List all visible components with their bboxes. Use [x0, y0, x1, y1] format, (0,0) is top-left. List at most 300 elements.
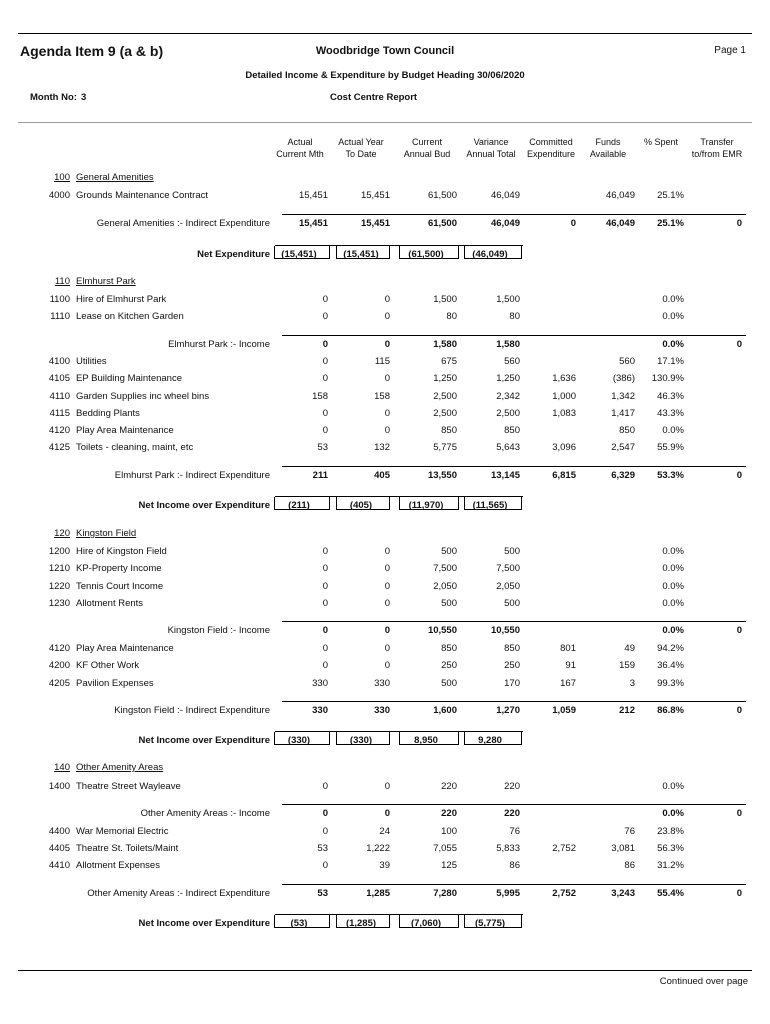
budget-description: Allotment Expenses — [76, 860, 160, 871]
cell-value: 0 — [322, 408, 328, 419]
subtotal-value: 1,270 — [496, 705, 520, 716]
subtotal-row — [0, 217, 770, 231]
cell-value: 55.9% — [657, 442, 684, 453]
budget-description: Hire of Kingston Field — [76, 546, 167, 557]
cost-centre-name: Other Amenity Areas — [76, 762, 164, 773]
budget-description: Grounds Maintenance Contract — [76, 190, 209, 201]
column-header-line1: Variance — [473, 137, 509, 147]
column-header-line2: Expenditure — [526, 149, 576, 159]
cell-value: 56.3% — [657, 843, 684, 854]
subtotal-value: 13,550 — [427, 470, 457, 481]
cell-value: 76 — [509, 826, 520, 837]
cell-value: 1,342 — [611, 391, 635, 402]
cell-value: 132 — [374, 442, 390, 453]
table-row — [0, 580, 770, 594]
subtotal-value: 220 — [504, 808, 520, 819]
cell-value: 0.0% — [662, 781, 684, 792]
cell-value: 0 — [384, 373, 390, 384]
cell-value: 0 — [384, 408, 390, 419]
cell-value: 850 — [504, 425, 520, 436]
cell-value: 0 — [384, 598, 390, 609]
subtotal-value: 0 — [384, 808, 390, 819]
table-row — [0, 642, 770, 656]
subtotal-row — [0, 338, 770, 352]
cell-value: 0 — [384, 581, 390, 592]
subtotal-value: 0 — [736, 705, 742, 716]
cell-value: 3,081 — [611, 843, 635, 854]
cell-value: 94.2% — [657, 643, 684, 654]
budget-description: Toilets - cleaning, maint, etc — [76, 442, 194, 453]
cell-value: 43.3% — [657, 408, 684, 419]
subtotal-value: 220 — [441, 808, 457, 819]
budget-description: Garden Supplies inc wheel bins — [76, 391, 210, 402]
cell-value: 1,250 — [433, 373, 457, 384]
net-value: (5,775) — [474, 918, 506, 929]
cell-value: 76 — [624, 826, 635, 837]
continued-note: Continued over page — [659, 976, 748, 987]
subtotal-value: 1,285 — [366, 888, 390, 899]
table-row — [0, 859, 770, 873]
budget-description: KP-Property Income — [76, 563, 162, 574]
subtotal-value: 0 — [384, 625, 390, 636]
cell-value: 7,500 — [496, 563, 520, 574]
cell-value: 1,222 — [366, 843, 390, 854]
cell-value: 3 — [629, 678, 635, 689]
subtotal-rule — [282, 466, 746, 467]
cell-value: 91 — [565, 660, 576, 671]
cell-value: 500 — [441, 678, 457, 689]
column-header — [522, 136, 580, 160]
budget-description: Theatre St. Toilets/Maint — [76, 843, 179, 854]
net-label: Net Expenditure — [197, 249, 270, 260]
column-header-line2: To Date — [345, 149, 377, 159]
report-subtitle: Detailed Income & Expenditure by Budget Heading 30/06/2020 — [245, 70, 525, 81]
table-row — [0, 780, 770, 794]
table-row — [0, 562, 770, 576]
subtotal-value: 1,059 — [552, 705, 576, 716]
cell-value: (386) — [612, 373, 635, 384]
cell-value: 0.0% — [662, 294, 684, 305]
cell-value: 0 — [384, 643, 390, 654]
subtotal-value: 15,451 — [298, 218, 328, 229]
subtotal-value: 1,580 — [496, 339, 520, 350]
cell-value: 0 — [322, 311, 328, 322]
cell-value: 159 — [619, 660, 635, 671]
subtotal-label: Elmhurst Park :- Income — [168, 339, 270, 350]
cell-value: 0 — [322, 826, 328, 837]
subtotal-value: 61,500 — [427, 218, 457, 229]
cell-value: 675 — [441, 356, 457, 367]
budget-code: 1100 — [49, 294, 70, 305]
section-heading — [0, 527, 770, 541]
budget-code: 4120 — [48, 643, 70, 654]
net-value: 8,950 — [414, 735, 438, 746]
cell-value: 170 — [504, 678, 520, 689]
budget-code: 1400 — [48, 781, 70, 792]
cell-value: 500 — [504, 598, 520, 609]
cell-value: 53 — [317, 843, 328, 854]
cell-value: 49 — [624, 643, 635, 654]
cell-value: 2,752 — [552, 843, 576, 854]
column-header-line2: Current Mth — [276, 149, 324, 159]
net-value: (46,049) — [472, 249, 508, 260]
net-label: Net Income over Expenditure — [138, 918, 270, 929]
cell-value: 80 — [446, 311, 457, 322]
cell-value: 2,050 — [496, 581, 520, 592]
net-value: (405) — [349, 500, 373, 511]
cell-value: 36.4% — [657, 660, 684, 671]
column-header — [638, 136, 684, 148]
subtotal-value: 1,600 — [433, 705, 457, 716]
table-row — [0, 293, 770, 307]
subtotal-value: 0 — [736, 808, 742, 819]
subtotal-value: 405 — [374, 470, 390, 481]
cell-value: 17.1% — [657, 356, 684, 367]
subtotal-value: 6,815 — [552, 470, 576, 481]
cell-value: 0 — [322, 598, 328, 609]
month-label: Month No: — [30, 92, 77, 103]
subtotal-label: Other Amenity Areas :- Income — [140, 808, 270, 819]
subtotal-rule — [282, 335, 746, 336]
cost-centre-name: General Amenities — [76, 172, 154, 183]
subtotal-value: 55.4% — [657, 888, 684, 899]
table-row — [0, 441, 770, 455]
page-number: Page 1 — [714, 45, 746, 56]
table-row — [0, 407, 770, 421]
subtotal-value: 0.0% — [662, 339, 684, 350]
cell-value: 0 — [322, 581, 328, 592]
cell-value: 2,547 — [611, 442, 635, 453]
cell-value: 86 — [624, 860, 635, 871]
cell-value: 0 — [322, 781, 328, 792]
subtotal-row — [0, 704, 770, 718]
subtotal-value: 5,995 — [496, 888, 520, 899]
column-header-line1: Current — [411, 137, 442, 147]
budget-code: 1110 — [50, 311, 70, 322]
table-row — [0, 825, 770, 839]
net-row — [0, 248, 770, 262]
subtotal-rule — [282, 884, 746, 885]
cell-value: 0 — [322, 546, 328, 557]
cell-value: 0.0% — [662, 563, 684, 574]
subtotal-label: Elmhurst Park :- Indirect Expenditure — [114, 470, 270, 481]
cost-centre-code: 120 — [54, 528, 70, 539]
cell-value: 1,000 — [552, 391, 576, 402]
net-value: (61,500) — [408, 249, 444, 260]
budget-code: 4120 — [48, 425, 70, 436]
subtotal-value: 0 — [322, 625, 328, 636]
budget-code: 4000 — [48, 190, 70, 201]
budget-description: War Memorial Electric — [76, 826, 169, 837]
cell-value: 5,643 — [496, 442, 520, 453]
cell-value: 850 — [619, 425, 635, 436]
budget-description: Bedding Plants — [76, 408, 140, 419]
subtotal-value: 0 — [384, 339, 390, 350]
subtotal-value: 0.0% — [662, 625, 684, 636]
net-value: (53) — [290, 918, 308, 929]
subtotal-value: 0 — [736, 625, 742, 636]
subtotal-value: 2,752 — [552, 888, 576, 899]
cell-value: 23.8% — [657, 826, 684, 837]
cost-centre-code: 140 — [54, 762, 70, 773]
cell-value: 2,500 — [433, 391, 457, 402]
cell-value: 46,049 — [605, 190, 635, 201]
subtotal-value: 211 — [312, 470, 328, 481]
cell-value: 0 — [322, 356, 328, 367]
cell-value: 0 — [384, 660, 390, 671]
table-row — [0, 659, 770, 673]
cell-value: 0 — [384, 311, 390, 322]
subtotal-row — [0, 887, 770, 901]
budget-description: Play Area Maintenance — [76, 425, 174, 436]
net-value: (11,970) — [408, 500, 444, 511]
net-value: (15,451) — [343, 249, 379, 260]
cell-value: 0 — [384, 294, 390, 305]
cell-value: 330 — [374, 678, 390, 689]
column-header — [460, 136, 522, 160]
budget-code: 4125 — [48, 442, 70, 453]
budget-code: 4400 — [48, 826, 70, 837]
column-header — [332, 136, 390, 160]
cell-value: 0 — [322, 294, 328, 305]
cell-value: 80 — [509, 311, 520, 322]
cell-value: 7,055 — [433, 843, 457, 854]
column-header-line2: Annual Total — [466, 149, 516, 159]
month-number — [30, 92, 86, 103]
budget-description: Pavilion Expenses — [76, 678, 154, 689]
budget-code: 4100 — [48, 356, 70, 367]
net-label: Net Income over Expenditure — [138, 735, 270, 746]
cell-value: 250 — [441, 660, 457, 671]
cell-value: 115 — [374, 356, 390, 367]
cell-value: 0 — [322, 660, 328, 671]
budget-description: KF Other Work — [76, 660, 140, 671]
subtotal-value: 10,550 — [427, 625, 457, 636]
column-header — [690, 136, 744, 160]
subtotal-value: 0 — [736, 218, 742, 229]
column-header-line1: Funds — [595, 137, 621, 147]
subtotal-label: Kingston Field :- Indirect Expenditure — [114, 705, 270, 716]
column-header-line1: Actual — [287, 137, 313, 147]
subtotal-value: 330 — [312, 705, 328, 716]
budget-description: Hire of Elmhurst Park — [76, 294, 167, 305]
cell-value: 158 — [312, 391, 328, 402]
table-row — [0, 424, 770, 438]
cell-value: 1,083 — [552, 408, 576, 419]
table-row — [0, 189, 770, 203]
cell-value: 560 — [619, 356, 635, 367]
cell-value: 100 — [441, 826, 457, 837]
subtotal-value: 0.0% — [662, 808, 684, 819]
subtotal-value: 0 — [322, 339, 328, 350]
column-header — [580, 136, 636, 160]
cell-value: 0 — [322, 563, 328, 574]
table-row — [0, 390, 770, 404]
net-value: (330) — [287, 735, 311, 746]
cell-value: 53 — [317, 442, 328, 453]
column-header-line1: % Spent — [643, 137, 679, 147]
cell-value: 850 — [441, 643, 457, 654]
cell-value: 130.9% — [651, 373, 684, 384]
cell-value: 99.3% — [657, 678, 684, 689]
net-label: Net Income over Expenditure — [138, 500, 270, 511]
budget-code: 4405 — [48, 843, 70, 854]
cell-value: 250 — [504, 660, 520, 671]
cell-value: 801 — [560, 643, 576, 654]
cell-value: 1,250 — [496, 373, 520, 384]
budget-description: Tennis Court Income — [76, 581, 164, 592]
budget-code: 1220 — [48, 581, 70, 592]
cell-value: 0 — [384, 563, 390, 574]
subtotal-row — [0, 624, 770, 638]
council-name: Woodbridge Town Council — [315, 45, 455, 57]
cost-centre-code: 110 — [54, 276, 70, 287]
budget-code: 1210 — [48, 563, 70, 574]
subtotal-value: 212 — [619, 705, 635, 716]
net-value: (11,565) — [472, 500, 508, 511]
subtotal-value: 7,280 — [433, 888, 457, 899]
cell-value: 46.3% — [657, 391, 684, 402]
subtotal-value: 0 — [736, 888, 742, 899]
subtotal-rule — [282, 804, 746, 805]
subtotal-value: 0 — [570, 218, 576, 229]
cell-value: 1,636 — [552, 373, 576, 384]
cell-value: 15,451 — [360, 190, 390, 201]
cell-value: 15,451 — [298, 190, 328, 201]
table-row — [0, 372, 770, 386]
cell-value: 158 — [374, 391, 390, 402]
cell-value: 500 — [504, 546, 520, 557]
net-value: (1,285) — [345, 918, 377, 929]
subtotal-value: 13,145 — [490, 470, 520, 481]
subtotal-value: 10,550 — [490, 625, 520, 636]
cell-value: 2,500 — [496, 408, 520, 419]
cell-value: 0.0% — [662, 581, 684, 592]
cell-value: 2,050 — [433, 581, 457, 592]
cell-value: 2,500 — [433, 408, 457, 419]
subtotal-value: 330 — [374, 705, 390, 716]
subtotal-rule — [282, 701, 746, 702]
cell-value: 25.1% — [657, 190, 684, 201]
cell-value: 220 — [441, 781, 457, 792]
cell-value: 0 — [322, 373, 328, 384]
net-row — [0, 499, 770, 513]
cell-value: 0 — [322, 425, 328, 436]
cell-value: 0 — [384, 546, 390, 557]
budget-description: Utilities — [76, 356, 107, 367]
section-heading — [0, 275, 770, 289]
cell-value: 0 — [322, 860, 328, 871]
budget-code: 4200 — [48, 660, 70, 671]
cost-centre-code: 100 — [54, 172, 70, 183]
cell-value: 0 — [384, 425, 390, 436]
cell-value: 24 — [379, 826, 390, 837]
budget-description: Play Area Maintenance — [76, 643, 174, 654]
bottom-rule — [18, 970, 752, 971]
net-value: (211) — [288, 500, 310, 511]
table-row — [0, 842, 770, 856]
cell-value: 86 — [509, 860, 520, 871]
cell-value: 0.0% — [662, 546, 684, 557]
net-row — [0, 917, 770, 931]
cell-value: 330 — [312, 678, 328, 689]
budget-code: 4115 — [49, 408, 70, 419]
section-heading — [0, 761, 770, 775]
subtotal-value: 53.3% — [657, 470, 684, 481]
subtotal-value: 86.8% — [657, 705, 684, 716]
cell-value: 500 — [441, 546, 457, 557]
subtotal-row — [0, 807, 770, 821]
cell-value: 46,049 — [490, 190, 520, 201]
cell-value: 1,417 — [611, 408, 635, 419]
subtotal-rule — [282, 621, 746, 622]
column-header-line1: Actual Year — [338, 137, 384, 147]
subtotal-value: 15,451 — [360, 218, 390, 229]
table-row — [0, 597, 770, 611]
subtotal-label: Kingston Field :- Income — [167, 625, 270, 636]
cell-value: 0.0% — [662, 311, 684, 322]
net-value: 9,280 — [478, 735, 502, 746]
cell-value: 2,342 — [496, 391, 520, 402]
subtotal-rule — [282, 214, 746, 215]
cell-value: 39 — [379, 860, 390, 871]
cell-value: 125 — [441, 860, 457, 871]
month-value: 3 — [80, 92, 87, 103]
header-rule — [18, 122, 752, 123]
budget-code: 4410 — [48, 860, 70, 871]
cell-value: 850 — [504, 643, 520, 654]
table-row — [0, 677, 770, 691]
budget-code: 1200 — [48, 546, 70, 557]
budget-description: Lease on Kitchen Garden — [76, 311, 184, 322]
net-value: (7,060) — [410, 918, 442, 929]
cost-centre-name: Elmhurst Park — [76, 276, 136, 287]
budget-description: EP Building Maintenance — [76, 373, 182, 384]
cell-value: 7,500 — [433, 563, 457, 574]
net-value: (15,451) — [281, 249, 317, 260]
subtotal-label: Other Amenity Areas :- Indirect Expenditure — [87, 888, 270, 899]
report-type: Cost Centre Report — [330, 92, 418, 103]
net-row — [0, 734, 770, 748]
cell-value: 500 — [441, 598, 457, 609]
column-header-line2: Annual Bud — [403, 149, 451, 159]
budget-code: 4105 — [48, 373, 70, 384]
agenda-item-title: Agenda Item 9 (a & b) — [20, 43, 164, 59]
cell-value: 220 — [504, 781, 520, 792]
subtotal-value: 6,329 — [611, 470, 635, 481]
column-header-line2: Available — [589, 149, 627, 159]
cell-value: 5,775 — [433, 442, 457, 453]
column-header-line2: to/from EMR — [691, 149, 743, 159]
subtotal-label: General Amenities :- Indirect Expenditure — [96, 218, 270, 229]
table-row — [0, 545, 770, 559]
column-header-line1: Transfer — [700, 137, 734, 147]
table-row — [0, 310, 770, 324]
cell-value: 0.0% — [662, 425, 684, 436]
cell-value: 167 — [560, 678, 576, 689]
table-row — [0, 355, 770, 369]
budget-code: 4205 — [48, 678, 70, 689]
cell-value: 1,500 — [433, 294, 457, 305]
net-value: (330) — [349, 735, 373, 746]
budget-description: Allotment Rents — [76, 598, 144, 609]
subtotal-value: 53 — [317, 888, 328, 899]
subtotal-row — [0, 469, 770, 483]
cell-value: 5,833 — [496, 843, 520, 854]
cell-value: 31.2% — [657, 860, 684, 871]
top-rule — [18, 33, 752, 34]
subtotal-value: 0 — [322, 808, 328, 819]
